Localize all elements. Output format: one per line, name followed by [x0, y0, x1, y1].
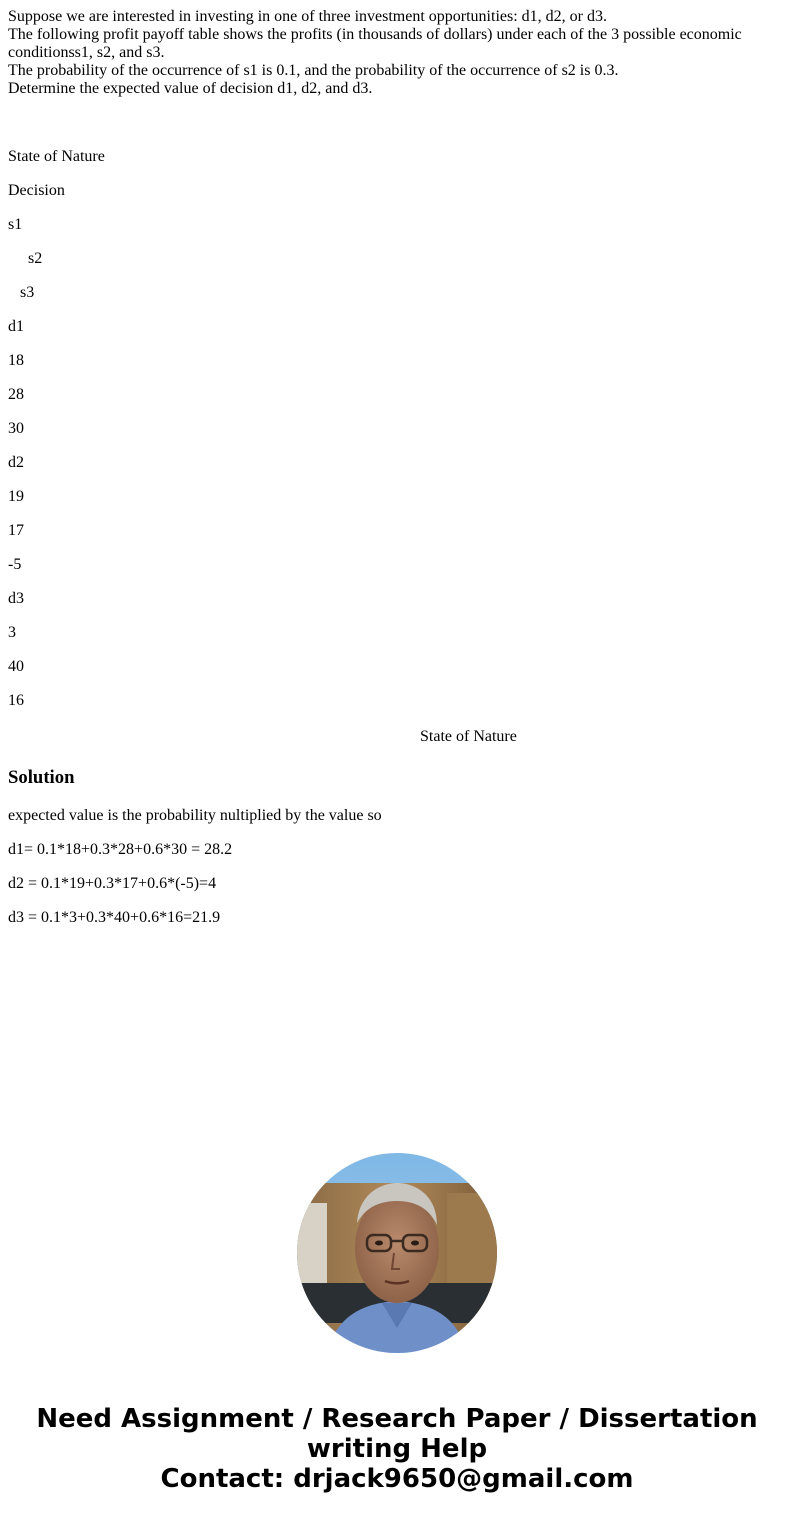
promo-line: writing Help: [306, 1434, 488, 1464]
solution-heading: Solution: [8, 767, 75, 788]
avatar-portrait: [297, 1153, 497, 1353]
table-cell: 18: [8, 352, 24, 369]
avatar: [297, 1153, 497, 1353]
state-s2: s2: [28, 250, 43, 267]
state-s1: s1: [8, 216, 23, 233]
question-line: The following profit payoff table shows the profits (in thousands of dollars) under each of the 3 possible economic conditionss1, s2, and s3.: [8, 26, 742, 61]
decision-d2: d2: [8, 454, 24, 471]
table-cell: 16: [8, 692, 24, 709]
table-caption: State of Nature: [420, 728, 517, 745]
decision-d3: d3: [8, 590, 24, 607]
table-cell: -5: [8, 556, 22, 573]
table-cell: 28: [8, 386, 24, 403]
question-text: [8, 8, 786, 98]
decision-d1: d1: [8, 318, 24, 335]
solution-intro: expected value is the probability nultiplied by the value so: [8, 807, 382, 824]
solution-line: d1= 0.1*18+0.3*28+0.6*30 = 28.2: [8, 841, 233, 858]
promo-banner: [0, 1404, 794, 1494]
question-line: Determine the expected value of decision d1, d2, and d3.: [8, 80, 373, 97]
question-line: Suppose we are interested in investing in one of three investment opportunities: d1, d2, or d3.: [8, 8, 607, 25]
table-cell: 19: [8, 488, 24, 505]
table-row-header: Decision: [8, 182, 65, 199]
solution-line: d3 = 0.1*3+0.3*40+0.6*16=21.9: [8, 909, 221, 926]
promo-line: Need Assignment / Research Paper / Dissertation: [36, 1404, 758, 1434]
state-s3: s3: [20, 284, 35, 301]
table-header: State of Nature: [8, 148, 105, 165]
table-cell: 17: [8, 522, 24, 539]
table-cell: 40: [8, 658, 24, 675]
table-cell: 3: [8, 624, 16, 641]
solution-line: d2 = 0.1*19+0.3*17+0.6*(-5)=4: [8, 875, 217, 892]
promo-contact: Contact: drjack9650@gmail.com: [160, 1464, 634, 1494]
question-line: The probability of the occurrence of s1 is 0.1, and the probability of the occurrence of s2 is 0.3.: [8, 62, 619, 79]
table-cell: 30: [8, 420, 24, 437]
